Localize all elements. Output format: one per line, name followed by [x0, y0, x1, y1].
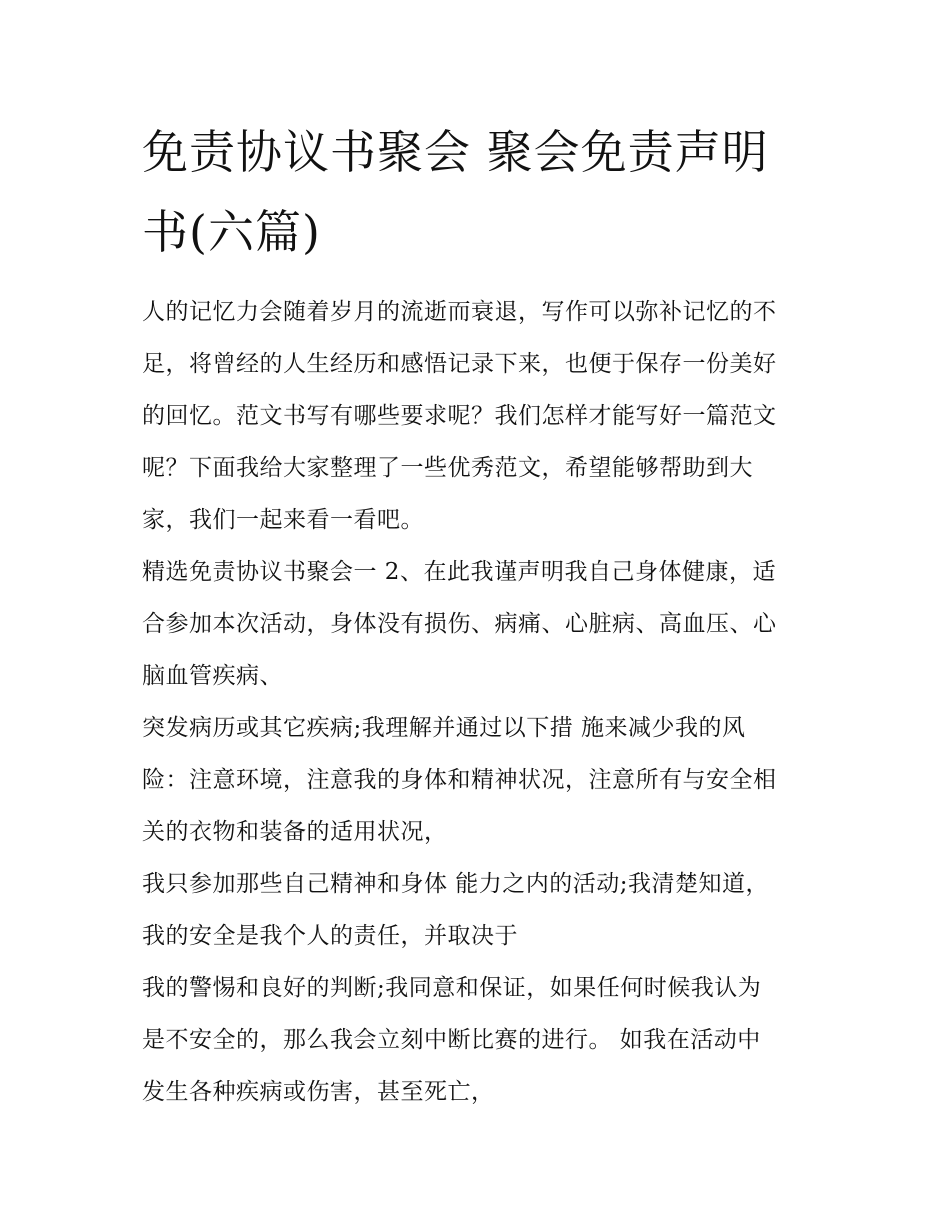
- body-line: 是不安全的，那么我会立刻中断比赛的进行。 如我在活动中: [142, 1027, 761, 1053]
- title-line: 免责协议书聚会 聚会免责声明: [142, 125, 769, 179]
- body-line: 人的记忆力会随着岁月的流逝而衰退，写作可以弥补记忆的不: [142, 299, 777, 325]
- document-body: [142, 286, 814, 1118]
- title-line: 书(六篇): [142, 205, 321, 259]
- body-line: 的回忆。范文书写有哪些要求呢？我们怎样才能写好一篇范文: [142, 403, 777, 429]
- body-line: 呢？下面我给大家整理了一些优秀范文，希望能够帮助到大: [142, 455, 753, 481]
- body-line: 我的安全是我个人的责任，并取决于: [142, 923, 518, 949]
- body-line: 我的警惕和良好的判断;我同意和保证，如果任何时候我认为: [142, 975, 762, 1001]
- body-line: 精选免责协议书聚会一 2、在此我谨声明我自己身体健康，适: [142, 559, 776, 585]
- document-title: [142, 112, 814, 272]
- body-line: 关的衣物和装备的适用状况，: [142, 819, 448, 845]
- body-line: 发生各种疾病或伤害，甚至死亡，: [142, 1079, 495, 1105]
- body-line: 合参加本次活动，身体没有损伤、病痛、心脏病、高血压、心: [142, 611, 777, 637]
- body-line: 我只参加那些自己精神和身体 能力之内的活动;我清楚知道，: [142, 871, 770, 897]
- body-line: 突发病历或其它疾病;我理解并通过以下措 施来减少我的风: [142, 715, 746, 741]
- body-line: 险：注意环境，注意我的身体和精神状况，注意所有与安全相: [142, 767, 777, 793]
- body-line: 家，我们一起来看一看吧。: [142, 507, 424, 533]
- body-line: 足，将曾经的人生经历和感悟记录下来，也便于保存一份美好: [142, 351, 777, 377]
- body-line: 脑血管疾病、: [142, 663, 283, 689]
- document-page: [142, 112, 814, 1118]
